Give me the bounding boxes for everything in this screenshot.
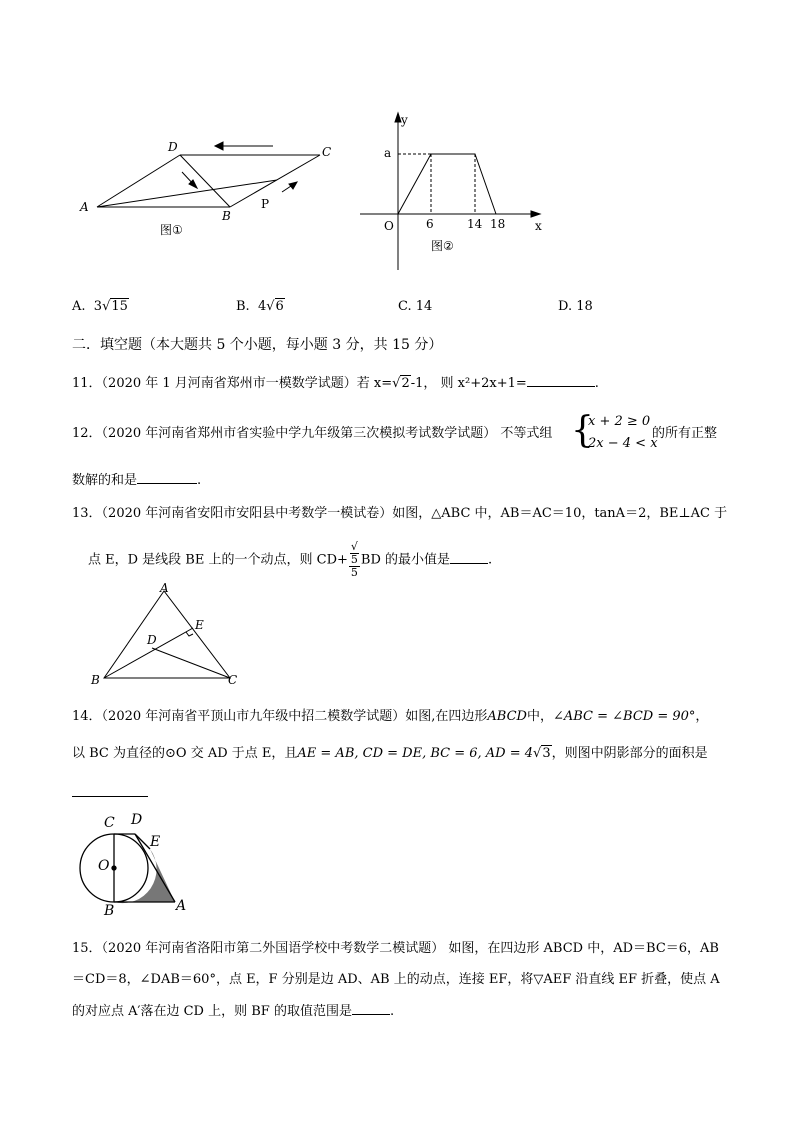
q13-right-angle [186, 632, 193, 636]
q14-center-dot [112, 866, 116, 870]
q14-label-a: A [176, 898, 187, 914]
fig1-caption: 图① [160, 223, 183, 237]
option-d: D. 18 [558, 299, 593, 314]
q12-inequality-2: 2x − 4 < x [588, 436, 658, 451]
fig1-label-c: C [322, 145, 332, 159]
fig2-tick-6: 6 [426, 217, 434, 231]
fig1-label-d: D [168, 140, 178, 154]
answer-blank-14 [72, 796, 148, 797]
question-12-line2: 数解的和是 . [72, 473, 202, 488]
fig1-line-ap [97, 180, 277, 207]
fig1-label-b: B [222, 209, 231, 223]
q12-post: 的所有正整 [652, 426, 718, 441]
fig1-line-db [180, 155, 230, 207]
fig1-edge-ad [97, 155, 180, 207]
fig1-edge-cb [230, 155, 320, 207]
q14-label-d: D [131, 812, 143, 828]
q14-label-b: B [104, 903, 115, 919]
question-14-line2: 以 BC 为直径的⊙O 交 AD 于点 E，且AE = AB, CD = DE, BC = 6, AD = 4√3，则图中阴影部分的面积是 [72, 746, 708, 761]
q12-brace: { [571, 410, 594, 451]
question-14-line1: 14．（2020 年河南省平顶山市九年级中招二模数学试题）如图,在四边形ABCD中，∠ABC = ∠BCD = 90°， [72, 709, 709, 724]
question-11: 11．（2020 年 1 月河南省郑州市一模数学试题）若 x=√2-1， 则 x²+2x+1= . [72, 376, 599, 391]
fig2-label-x: x [535, 219, 542, 233]
q13-fraction: √ 5 5 [350, 540, 358, 579]
section-2-title: 二．填空题（本大题共 5 个小题，每小题 3 分，共 15 分） [72, 337, 443, 353]
answer-blank-12 [137, 471, 197, 484]
figure-2-graph [350, 110, 550, 280]
q14-label-c: C [104, 815, 115, 831]
fig2-label-y: y [401, 113, 408, 127]
question-15-line1: 15．（2020 年河南省洛阳市第二外国语学校中考数学二模试题） 如图，在四边形 ABCD 中，AD＝BC＝6，AB [72, 941, 719, 956]
option-c: C. 14 [398, 299, 433, 314]
option-b: B. 4√6 [236, 299, 284, 314]
question-13-line1: 13．（2020 年河南省安阳市安阳县中考数学一模试卷）如图，△ABC 中，AB＝AC＝10，tanA＝2，BE⊥AC 于 [72, 506, 728, 521]
fig2-label-o: O [384, 219, 394, 233]
answer-blank-15 [352, 1002, 390, 1015]
q14-shaded-region [114, 849, 175, 903]
question-12-line1: 12．（2020 年河南省郑州市省实验中学九年级第三次模拟考试数学试题） 不等式组 [72, 426, 553, 441]
answer-blank-11 [527, 374, 595, 387]
figure-q13-triangle [90, 585, 250, 695]
question-15-line3: 的对应点 A′落在边 CD 上，则 BF 的取值范围是 . [72, 1004, 395, 1019]
q13-triangle-abc [104, 591, 230, 678]
q13-label-b: B [91, 673, 100, 687]
q13-label-d: D [147, 633, 157, 647]
fig2-tick-14: 14 [467, 217, 483, 231]
option-a: A. 3√15 [72, 299, 128, 314]
q12-inequality-1: x + 2 ≥ 0 [588, 414, 651, 429]
answer-blank-13 [450, 551, 488, 564]
fig2-label-a: a [384, 146, 392, 160]
question-15-line2: ＝CD＝8，∠DAB＝60°，点 E，F 分别是边 AD、AB 上的动点，连接 EF，将▽AEF 沿直线 EF 折叠，使点 A [72, 972, 720, 987]
figure-1-parallelogram [70, 130, 350, 240]
question-13-line2: 点 E，D 是线段 BE 上的一个动点，则 CD+ √ 5 5 BD 的最小值是 . [88, 540, 493, 579]
fig2-tick-18: 18 [490, 217, 506, 231]
fig1-label-p: P [261, 197, 270, 211]
q13-label-a: A [160, 581, 169, 595]
fig2-caption: 图② [431, 239, 454, 253]
fig1-label-a: A [80, 200, 89, 214]
q14-label-o: O [98, 858, 110, 874]
q14-label-e: E [150, 834, 161, 850]
fig2-curve [398, 154, 496, 214]
q13-label-c: C [228, 673, 238, 687]
q13-label-e: E [195, 618, 204, 632]
